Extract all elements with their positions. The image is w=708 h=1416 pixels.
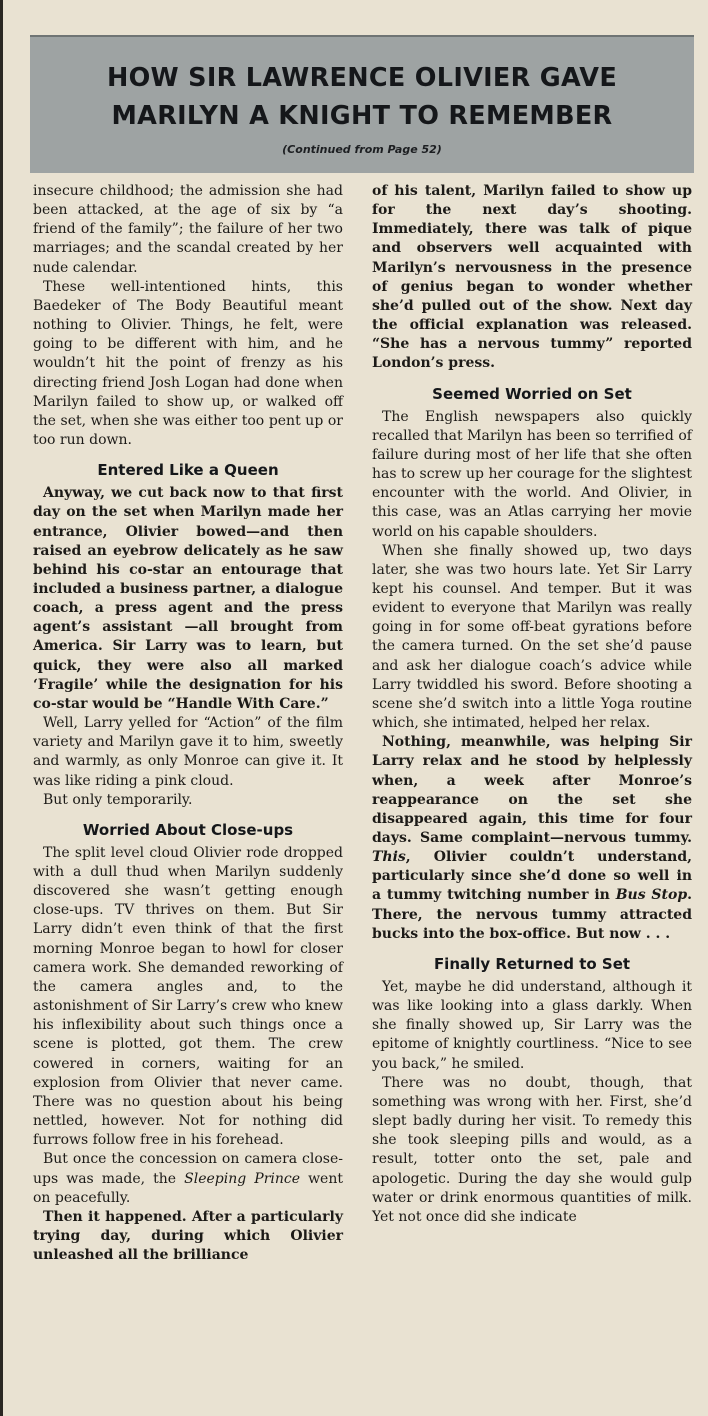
subheading-worried-about-close-ups: Worried About Close-ups (82, 820, 294, 839)
text-run: . There, the nervous tummy attracted bucks into the box-office. But now . . . (372, 887, 692, 942)
title-line-2: MARILYN A KNIGHT TO REMEMBER (111, 101, 613, 131)
paragraph: The English newspapers also quickly recalled that Marilyn has been so terrified of failure during most of her life that she often has to screw up her courage for the slightest encounter with the world. And Olivier, in this case, was an Atlas carrying her movie world on his capable shoulders. (372, 408, 692, 540)
text-run: Nothing, meanwhile, was helping Sir Larry relax and he stood by helplessly when, a week after Monroe’s reappearance on the set she disappeared again, this time for four days. Same complaint—nervous tummy. (372, 734, 692, 846)
paragraph: Then it happened. After a particularly trying day, during which Olivier unleashed all the brilliance (33, 1208, 343, 1264)
paragraph (33, 1150, 343, 1207)
subheading-finally-returned-to-set: Finally Returned to Set (433, 954, 631, 973)
article-title (30, 37, 694, 135)
paragraph (372, 733, 692, 944)
subheading-seemed-worried-on-set: Seemed Worried on Set (432, 384, 632, 403)
article-header-box (30, 35, 694, 173)
paragraph: insecure childhood; the admission she had been attacked, at the age of six by “a friend of the family”; the failure of her two marriages; and the scandal created by her nude calendar. (33, 183, 343, 276)
italic-title: Bus Stop (615, 887, 688, 904)
italic-word: This (372, 849, 406, 866)
text-run: went on peacefully. (33, 1170, 343, 1206)
paragraph: Yet, maybe he did understand, although it was like looking into a glass darkly. When she finally showed up, Sir Larry was the epitome of knightly courtliness. “Nice to see you back,” he smiled. (372, 978, 692, 1072)
continued-note: (Continued from Page 52) (282, 143, 442, 156)
paragraph: Anyway, we cut back now to that first day on the set when Marilyn made her entrance, Olivier bowed—and then raised an eyebrow delicately as he saw behind his co-star an entourage that included a business partner, a dialogue coach, a press agent and the press agent’s assistant —all brought from America. Sir Larry was to learn, but quick, they were also all marked ‘Fragile’ while the designation for his co-star would be “Handle With Care.” (33, 485, 343, 712)
right-column (372, 182, 692, 1227)
page-edge-rule (0, 0, 3, 1416)
paragraph: Well, Larry yelled for “Action” of the film variety and Marilyn gave it to him, sweetly and warmly, as only Monroe can give it. It was like riding a pink cloud. (33, 715, 343, 789)
paragraph: The split level cloud Olivier rode dropped with a dull thud when Marilyn suddenly discovered she wasn’t getting enough close-ups. TV thrives on them. But Sir Larry didn’t even think of that the first morning Monroe began to howl for closer camera work. She demanded reworking of the camera angles and, to the astonishment of Sir Larry’s crew who knew his inflexibility about such things once a scene is plotted, got them. The crew cowered in corners, waiting for an explosion from Olivier that never came. There was no question about his being nettled, however. Not for nothing did furrows follow free in his forehead. (33, 844, 343, 1149)
paragraph: There was no doubt, though, that something was wrong with her. First, she’d slept badly during her visit. To remedy this she took sleeping pills and would, as a result, totter onto the set, pale and apologetic. During the day she would gulp water or drink enormous quantities of milk. Yet not once did she indicate (372, 1074, 692, 1225)
paragraph: These well-intentioned hints, this Baedeker of The Body Beautiful meant nothing to Olivier. Things, he felt, were going to be different with him, and he wouldn’t hit the point of frenzy as his directing friend Josh Logan had done when Marilyn failed to show up, or walked off the set, when she was either too pent up or too run down. (33, 278, 343, 449)
text-run: , Olivier couldn’t understand, particularly since she’d done so well in a tummy twitching number in (372, 849, 692, 904)
title-line-1: HOW SIR LAWRENCE OLIVIER GAVE (106, 63, 618, 93)
italic-title: Sleeping Prince (184, 1170, 301, 1187)
text-run: But once the concession on camera close-ups was made, the (33, 1151, 343, 1187)
paragraph: of his talent, Marilyn failed to show up for the next day’s shooting. Immediately, there was talk of pique and observers well acquainted with Marilyn’s nervousness in the presence of genius began to wonder whether she’d pulled out of the show. Next day the official explanation was released. “She has a nervous tummy” reported London’s press. (372, 183, 692, 372)
left-column (33, 182, 343, 1265)
paragraph: But only temporarily. (43, 791, 193, 808)
paragraph: When she finally showed up, two days later, she was two hours late. Yet Sir Larry kept his counsel. And temper. But it was evident to everyone that Marilyn was really going in for some off-beat gyrations before the camera turned. On the set she’d pause and ask her dialogue coach’s advice while Larry twiddled his sword. Before shooting a scene she’d switch into a little Yoga routine which, she intimated, helped her relax. (372, 542, 692, 732)
subheading-entered-like-a-queen: Entered Like a Queen (97, 461, 279, 480)
